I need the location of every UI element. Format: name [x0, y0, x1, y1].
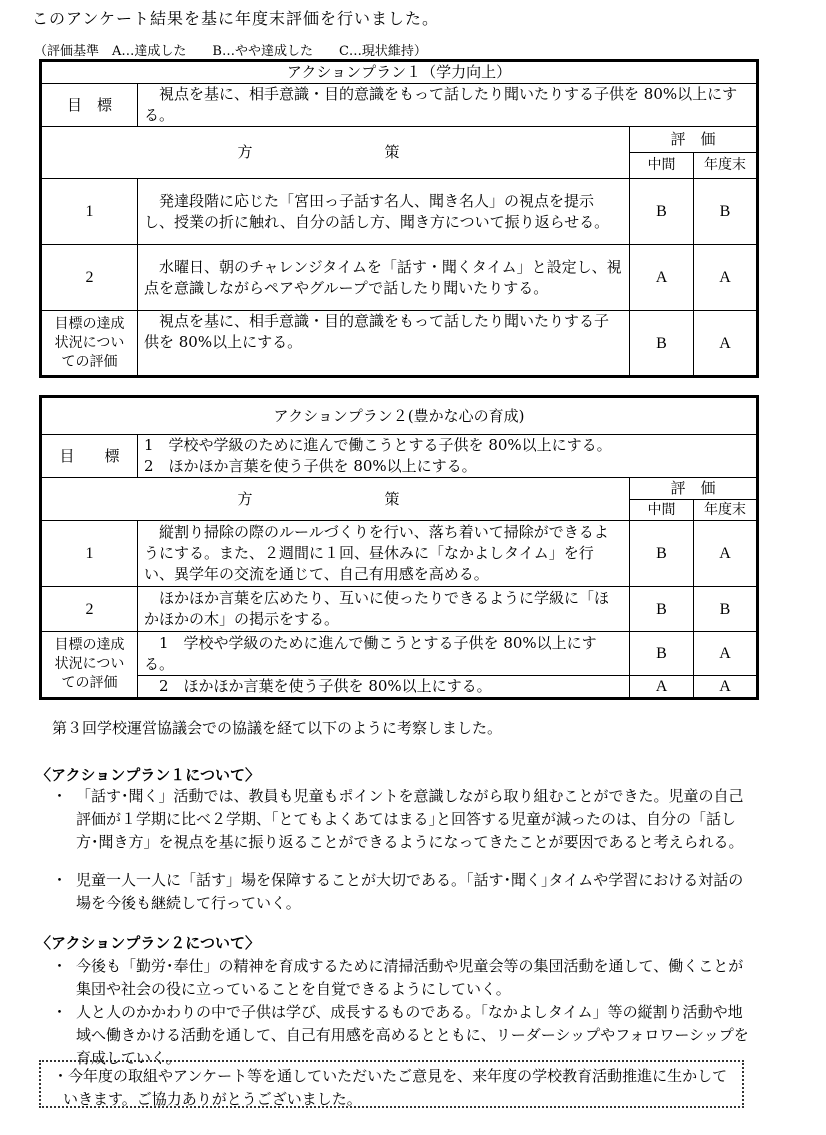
plan1-row-number: 1 [41, 179, 138, 245]
list-item [52, 955, 752, 1001]
plan1-hosaku-header: 方 策 [41, 127, 630, 179]
plan2-title: アクションプラン２(豊かな心の育成) [41, 397, 758, 435]
plan2-header-row [41, 478, 758, 500]
table-row [41, 245, 758, 311]
plan1-eval-header: 評 価 [630, 127, 758, 153]
bullet-text: 児童一人一人に「話す」場を保障することが大切である。｢話す･聞く｣タイムや学習における対話の場を今後も継続して行っていく。 [76, 871, 744, 912]
action-plan-2-table [39, 395, 759, 700]
plan1-achievement-mid-grade: B [630, 311, 694, 377]
action-plan-1-table [39, 59, 759, 378]
plan1-goal-row [41, 84, 758, 127]
plan2-end-header: 年度末 [694, 500, 758, 521]
plan1-goal-text: 視点を基に、相手意識・目的意識をもって話したり聞いたりする子供を 80%以上にする。 [138, 84, 758, 127]
plan2-row-number: 1 [41, 521, 138, 587]
plan1-header-row [41, 127, 758, 153]
plan2-goal-text [138, 435, 758, 478]
section-1-heading: 〈アクションプラン１について〉 [36, 766, 260, 784]
bullet-text: 今後も「勤労･奉仕」の精神を育成するために清掃活動や児童会等の集団活動を通して、働くことが集団や社会の役に立っていることを自覚できるようにしていく。 [76, 957, 744, 998]
plan2-achievement-label: 目標の達成状況についての評価 [41, 632, 138, 699]
consideration-text: 第３回学校運営協議会での協議を経て以下のように考察しました。 [52, 719, 503, 737]
plan1-mid-header: 中間 [630, 153, 694, 179]
plan1-achievement-end-grade: A [694, 311, 758, 377]
plan2-row-mid-grade: B [630, 587, 694, 632]
plan1-title-row [41, 61, 758, 84]
plan2-goal-line: 2 ほかほか言葉を使う子供を 80%以上にする。 [144, 457, 477, 475]
section-2-heading: 〈アクションプラン２について〉 [36, 934, 260, 952]
plan2-achievement-end-grade: A [694, 632, 758, 676]
bullet-mark: ・ [52, 871, 68, 889]
plan2-row-end-grade: B [694, 587, 758, 632]
plan1-title: アクションプラン１（学力向上） [41, 61, 758, 84]
closing-note-text: ・今年度の取組やアンケート等を通していただいたご意見を、来年度の学校教育活動推進に生かしていきます。ご協力ありがとうございました。 [53, 1067, 728, 1108]
plan2-row-end-grade: A [694, 521, 758, 587]
bullet-mark: ・ [52, 957, 68, 975]
plan2-achievement-mid-grade: A [630, 676, 694, 699]
plan2-achievement-text: 1 学校や学級のために進んで働こうとする子供を 80%以上にする。 [138, 632, 630, 676]
table-row [41, 179, 758, 245]
plan2-mid-header: 中間 [630, 500, 694, 521]
plan2-title-row [41, 397, 758, 435]
plan2-goal-row [41, 435, 758, 478]
plan1-achievement-row [41, 311, 758, 377]
plan1-row-mid-grade: B [630, 179, 694, 245]
plan1-row-text: 水曜日、朝のチャレンジタイムを「話す・聞くタイム」と設定し、視点を意識しながらペアやグループで話したり聞いたりする。 [138, 245, 630, 311]
plan1-achievement-text: 視点を基に、相手意識・目的意識をもって話したり聞いたりする子供を 80%以上にする。 [138, 311, 630, 377]
evaluation-criteria: （評価基準 A…達成した B…やや達成した C…現状維持） [34, 44, 427, 59]
plan1-row-mid-grade: A [630, 245, 694, 311]
plan2-hosaku-header: 方 策 [41, 478, 630, 521]
bullet-text: 人と人のかかわりの中で子供は学び、成長するものである。「なかよしタイム」等の縦割り活動や地域へ働きかける活動を通して、自己有用感を高めるとともに、リーダーシップやフォロワーシップを育成していく。 [76, 1003, 749, 1067]
list-item [52, 869, 752, 915]
plan1-goal-label: 目 標 [41, 84, 138, 127]
plan1-end-header: 年度末 [694, 153, 758, 179]
closing-note-box [39, 1060, 744, 1108]
plan2-row-number: 2 [41, 587, 138, 632]
plan2-achievement-row [41, 676, 758, 699]
plan2-achievement-mid-grade: B [630, 632, 694, 676]
plan2-achievement-row [41, 632, 758, 676]
plan1-row-number: 2 [41, 245, 138, 311]
table-row [41, 587, 758, 632]
plan2-row-text: ほかほか言葉を広めたり、互いに使ったりできるように学級に「ほかほかの木」の掲示をする。 [138, 587, 630, 632]
plan2-achievement-text: 2 ほかほか言葉を使う子供を 80%以上にする。 [138, 676, 630, 699]
plan2-achievement-end-grade: A [694, 676, 758, 699]
plan2-goal-line: 1 学校や学級のために進んで働こうとする子供を 80%以上にする。 [144, 436, 612, 454]
bullet-text: 「話す･聞く」活動では、教員も児童もポイントを意識しながら取り組むことができた。児童の自己評価が１学期に比べ２学期、｢とてもよくあてはまる｣と回答する児童が減ったのは、自分の「話し方･聞き方」を視点を基に振り返ることができるようになってきたことが要因であると考えられる。 [76, 787, 744, 851]
bullet-mark: ・ [52, 1003, 68, 1021]
table-row [41, 521, 758, 587]
bullet-mark: ・ [52, 787, 68, 805]
plan2-eval-header: 評 価 [630, 478, 758, 500]
plan1-row-text: 発達段階に応じた「宮田っ子話す名人、聞き名人」の視点を提示し、授業の折に触れ、自分の話し方、聞き方について振り返らせる。 [138, 179, 630, 245]
intro-text: このアンケート結果を基に年度末評価を行いました。 [32, 9, 440, 28]
plan2-row-mid-grade: B [630, 521, 694, 587]
plan2-row-text: 縦割り掃除の際のルールづくりを行い、落ち着いて掃除ができるようにする。また、２週間に１回、昼休みに「なかよしタイム」を行い、異学年の交流を通じて、自己有用感を高める。 [138, 521, 630, 587]
plan1-row-end-grade: B [694, 179, 758, 245]
list-item [52, 785, 752, 854]
plan1-achievement-label: 目標の達成状況についての評価 [41, 311, 138, 377]
plan2-goal-label: 目 標 [41, 435, 138, 478]
plan1-row-end-grade: A [694, 245, 758, 311]
